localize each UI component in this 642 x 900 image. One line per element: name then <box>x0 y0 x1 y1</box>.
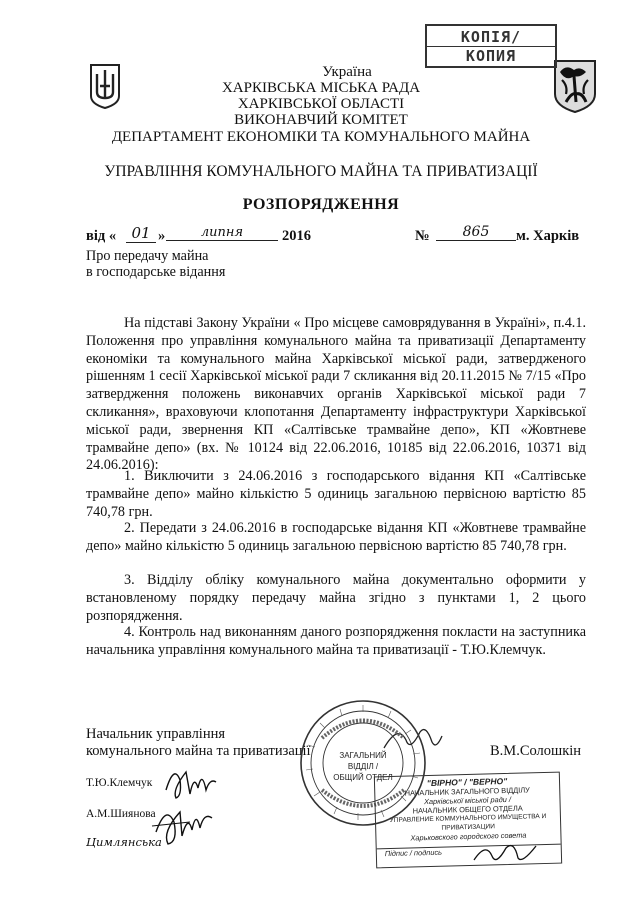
preamble-paragraph: На підставі Закону України « Про місцеве самоврядування в Україні», п.4.1. Положення про управління комунального майна та приватизації Департаменту економіки та комунального майна Харківської міської ради, затвердженого рішенням 1 сесії Харківської міської ради 7 скликання від 20.11.2015 № 7/15 «Про затвердження положень виконавчих органів Харківської міської ради 7 скликання», враховуючи клопотання Департаменту інфраструктури Харківської міської ради, звернення КП «Салтівське трамвайне депо», КП «Жовтневе трамвайне депо» (вх. № 10124 від 22.06.2016, 10185 від 22.06.2016, 10371 від 24.06.2016): <box>86 315 586 474</box>
date-sep: » <box>158 228 166 244</box>
stamp-handwritten-signature <box>470 838 540 868</box>
rect-stamp-line5: УПРАВЛЕНИЕ КОММУНАЛЬНОГО ИМУЩЕСТВА И ПРИВАТИЗАЦИИ <box>389 812 547 832</box>
rect-stamp-line3: Харківської міської ради / <box>423 794 512 807</box>
signatory-title-line1: Начальник управління <box>86 726 226 742</box>
city: м. Харків <box>516 228 580 244</box>
round-stamp-center-line1: ЗАГАЛЬНИЙ <box>339 751 387 760</box>
header-oblast: ХАРКІВСЬКОЇ ОБЛАСТІ <box>237 96 405 112</box>
rect-stamp-line6: Харьковского городского совета <box>410 830 527 843</box>
header-directorate: УПРАВЛІННЯ КОМУНАЛЬНОГО МАЙНА ТА ПРИВАТИЗАЦІЇ <box>104 163 538 180</box>
item-4-paragraph: 4. Контроль над виконанням даного розпорядження покласти на заступника начальника управління комунального майна та приватизації - Т.Ю.Клемчук. <box>86 624 586 658</box>
round-stamp-center-line3: ОБЩИЙ ОТДЕЛ <box>333 773 393 782</box>
copy-stamp <box>425 24 557 68</box>
signatory-title-line2: комунального майна та приватизації <box>86 743 311 759</box>
signatory-name: В.М.Солошкін <box>490 743 582 759</box>
number-label: № <box>415 228 430 244</box>
date-year: 2016 <box>282 228 311 244</box>
date-line <box>86 224 596 250</box>
handwritten-signature-shyyanova <box>150 792 216 850</box>
copy-stamp-line1: КОПІЯ/ <box>460 28 522 46</box>
copy-stamp-line2: КОПИЯ <box>427 46 555 65</box>
date-month: липня <box>166 225 278 241</box>
document-type-title: РОЗПОРЯДЖЕННЯ <box>242 196 400 213</box>
approver-1-name: Т.Ю.Клемчук <box>86 777 153 789</box>
item-3-paragraph: 3. Відділу обліку комунального майна документально оформити у встановленому порядку передачу майна згідно з пунктами 1, 2 цього розпорядження. <box>86 572 586 624</box>
executor-name: Цимлянська <box>86 835 162 849</box>
rect-stamp-line1: "ВІРНО" / "ВЕРНО" <box>426 775 508 789</box>
approver-2-name: А.М.Шиянова <box>86 808 156 820</box>
item-2-paragraph: 2. Передати з 24.06.2016 в господарське відання КП «Жовтневе трамвайне депо» майно кількістю 5 одиниць загальною первісною вартістю 85 740,78 грн. <box>86 520 586 554</box>
round-stamp-center-line2: ВІДДІЛ / <box>347 762 379 771</box>
document-number: 865 <box>436 224 516 241</box>
header-country: Україна <box>322 64 372 80</box>
item-1-paragraph: 1. Виключити з 24.06.2016 з господарського відання КП «Салтівське трамвайне депо» майно кількістю 5 одиниць загальною первісною вартістю 85 740,78 грн. <box>86 468 586 520</box>
subject-line2: в господарське відання <box>86 264 226 280</box>
subject-line1: Про передачу майна <box>86 248 209 264</box>
date-day: 01 <box>126 224 156 243</box>
rect-stamp-sign-label: Підпис / подпись <box>377 844 561 859</box>
rect-stamp-line4: НАЧАЛЬНИК ОБЩЕГО ОТДЕЛА <box>412 803 523 816</box>
rect-stamp-line2: НАЧАЛЬНИК ЗАГАЛЬНОГО ВІДДІЛУ <box>404 785 530 798</box>
header-council: ХАРКІВСЬКА МІСЬКА РАДА <box>221 80 421 96</box>
header-committee: ВИКОНАВЧИЙ КОМІТЕТ <box>234 112 408 128</box>
date-prefix: від « <box>86 228 117 244</box>
header-department: ДЕПАРТАМЕНТ ЕКОНОМІКИ ТА КОМУНАЛЬНОГО МАЙНА <box>111 129 531 145</box>
